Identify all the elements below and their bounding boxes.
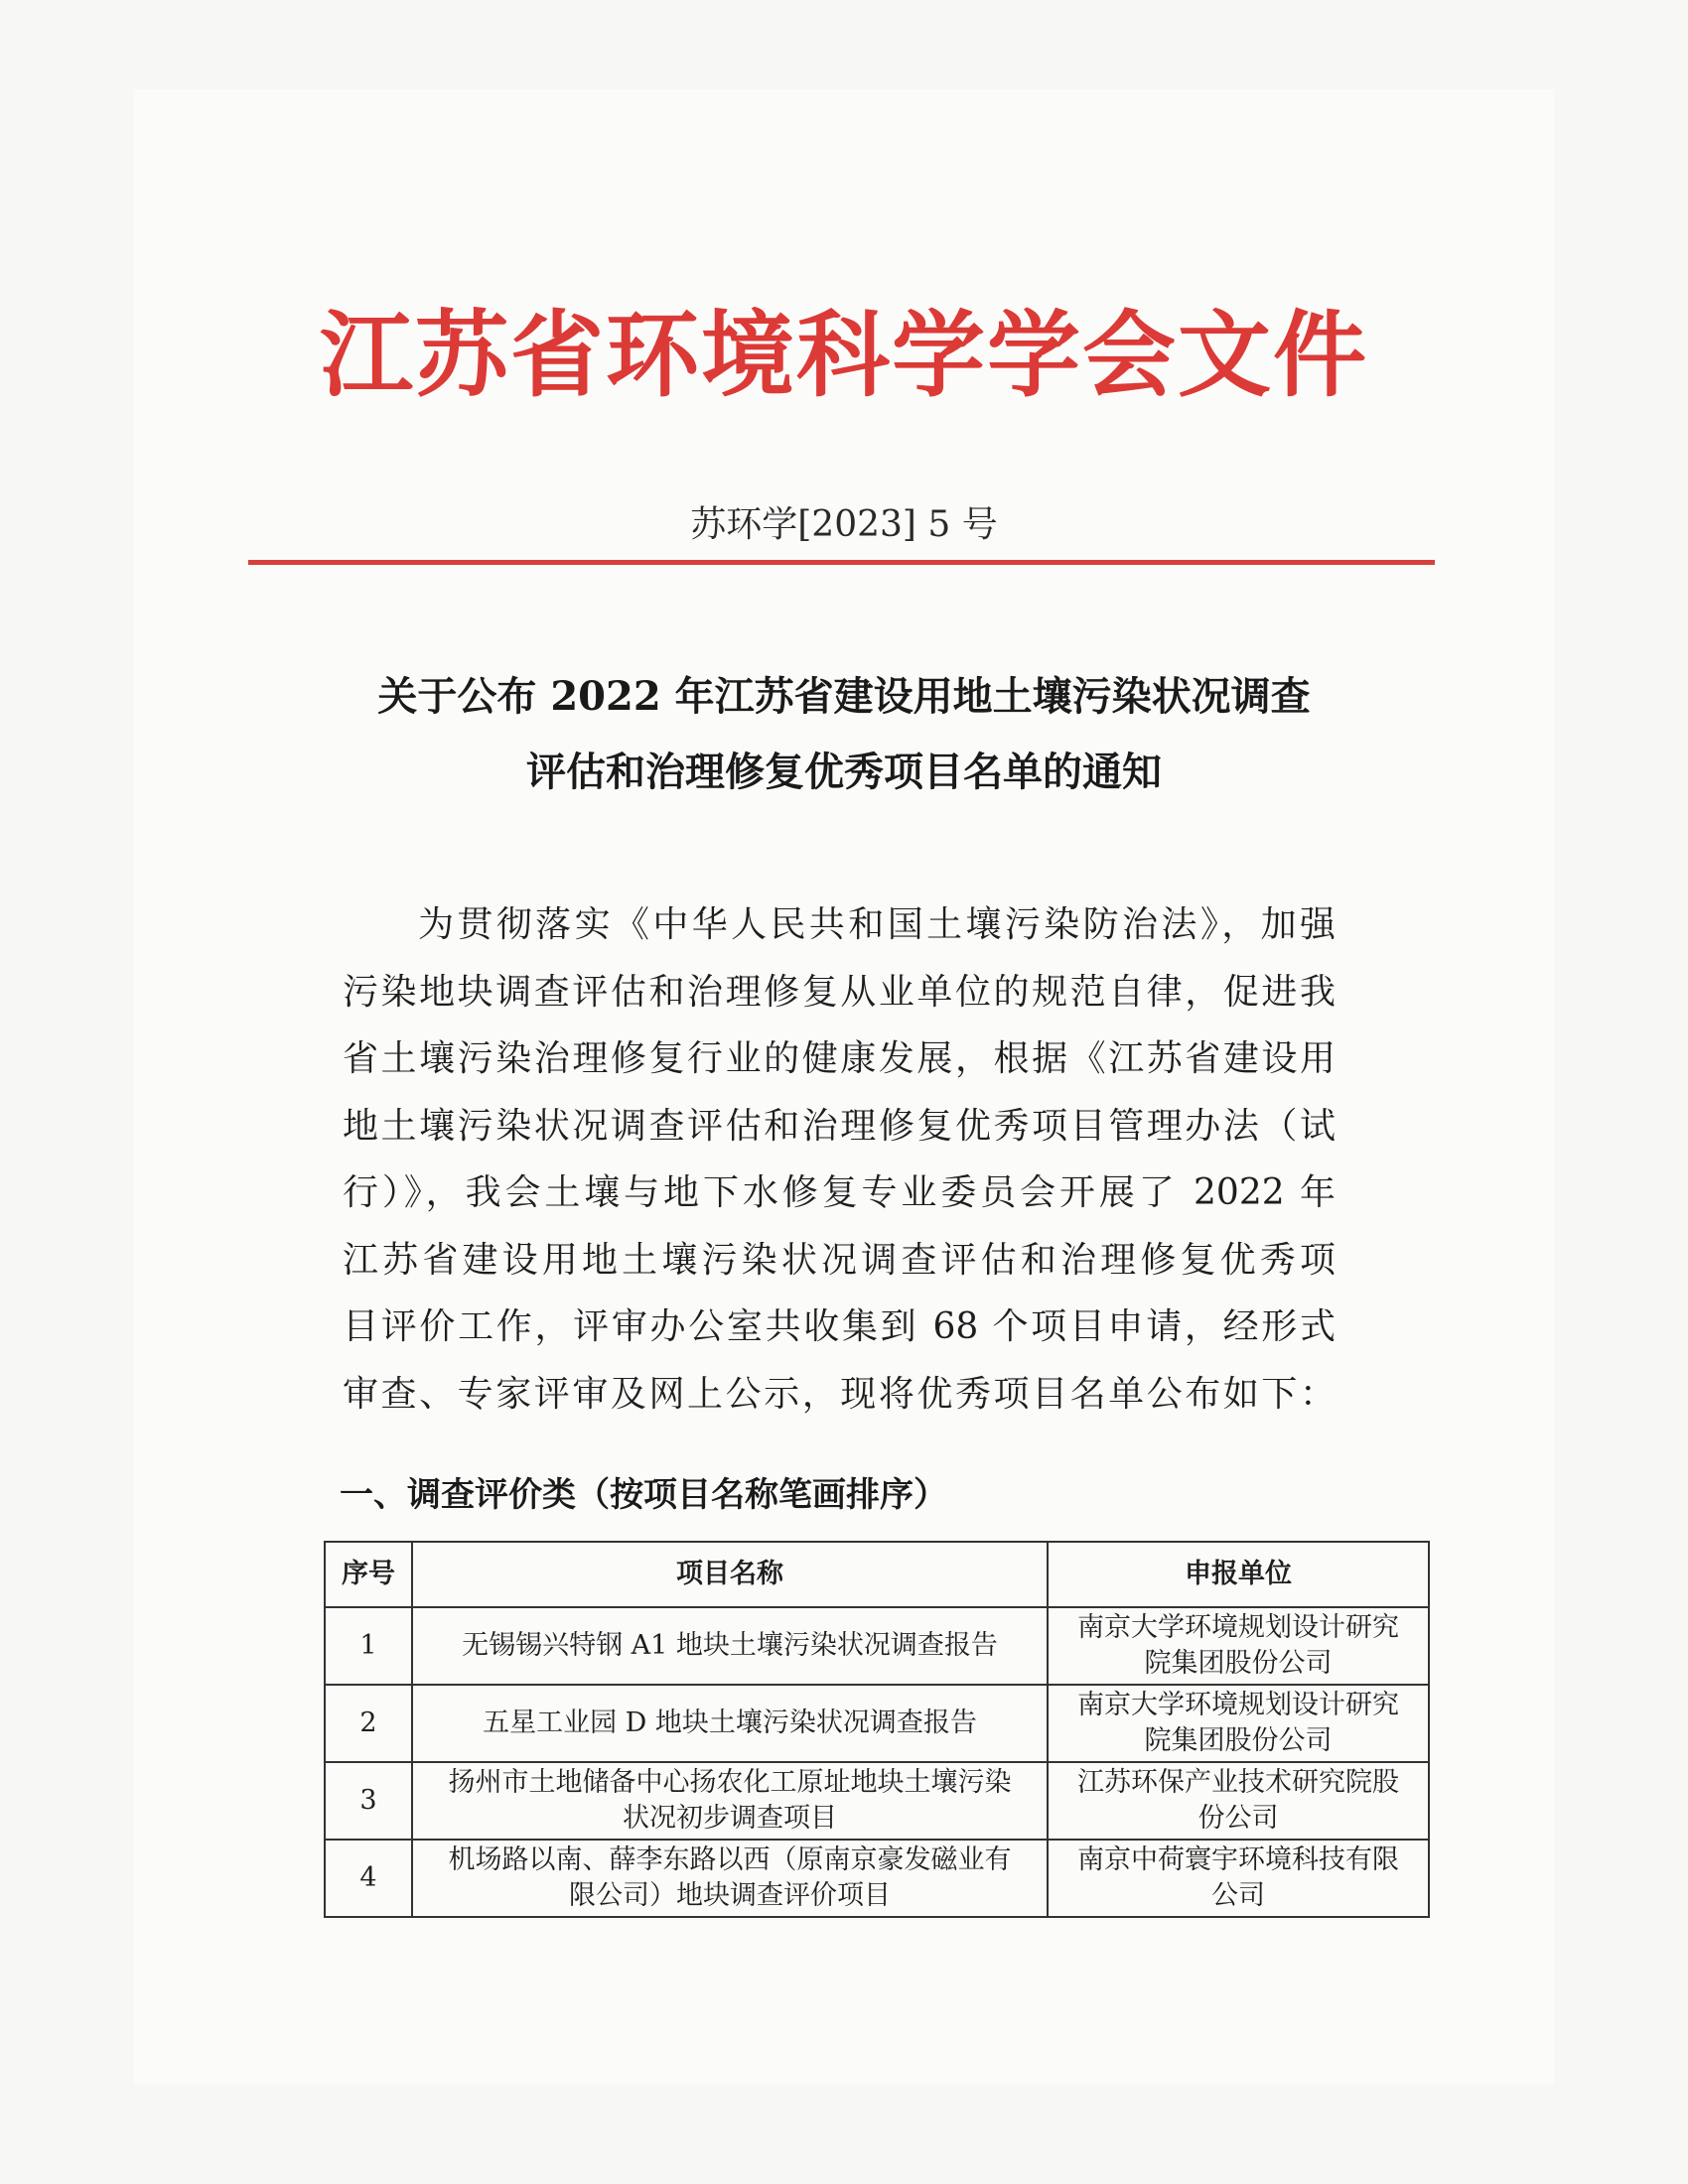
project-name: [412, 1762, 1048, 1840]
row-number: 1: [325, 1607, 412, 1685]
project-name-line: 五星工业园 D 地块土壤污染状况调查报告: [483, 1707, 977, 1738]
project-name: [412, 1685, 1048, 1762]
document-number: 苏环学[2023] 5 号: [690, 504, 998, 545]
project-name-line: 无锡锡兴特钢 A1 地块土壤污染状况调查报告: [462, 1630, 998, 1661]
column-header-number: 序号: [325, 1542, 412, 1607]
project-name: [412, 1840, 1048, 1917]
table-row: [325, 1762, 1429, 1840]
table-row: [325, 1840, 1429, 1917]
row-number: 2: [325, 1685, 412, 1762]
applicant-unit: [1048, 1762, 1429, 1840]
project-name: [412, 1607, 1048, 1685]
body-line: 地土壤污染状况调查评估和治理修复优秀项目管理办法（试: [343, 1105, 1336, 1147]
applicant-unit-line: 南京中荷寰宇环境科技有限: [1077, 1844, 1399, 1875]
body-line: 省土壤污染治理修复行业的健康发展，根据《江苏省建设用: [343, 1038, 1336, 1079]
applicant-unit: [1048, 1607, 1429, 1685]
project-name-line: 扬州市土地储备中心扬农化工原址地块土壤污染: [448, 1767, 1012, 1798]
notice-title-line: 关于公布 2022 年江苏省建设用地土壤污染状况调查: [377, 673, 1311, 720]
applicant-unit-line: 院集团股份公司: [1144, 1648, 1333, 1679]
body-line: 江苏省建设用地土壤污染状况调查评估和治理修复优秀项: [343, 1239, 1336, 1281]
project-name-line: 状况初步调查项目: [623, 1803, 837, 1834]
section-heading: 一、调查评价类（按项目名称笔画排序）: [340, 1475, 947, 1515]
notice-title-line: 评估和治理修复优秀项目名单的通知: [526, 749, 1162, 795]
body-line: 审查、专家评审及网上公示，现将优秀项目名单公布如下：: [343, 1373, 1336, 1415]
applicant-unit-line: 南京大学环境规划设计研究: [1077, 1690, 1399, 1720]
row-number: 3: [325, 1762, 412, 1840]
applicant-unit-line: 院集团股份公司: [1144, 1725, 1333, 1756]
row-number: 4: [325, 1840, 412, 1917]
applicant-unit-line: 江苏环保产业技术研究院股: [1077, 1767, 1399, 1798]
table-row: [325, 1607, 1429, 1685]
project-list-table: [324, 1541, 1430, 1918]
applicant-unit: [1048, 1840, 1429, 1917]
column-header-project-name: 项目名称: [412, 1542, 1048, 1607]
body-line: 污染地块调查评估和治理修复从业单位的规范自律，促进我: [343, 971, 1336, 1013]
table-row: [325, 1685, 1429, 1762]
body-line: 为贯彻落实《中华人民共和国土壤污染防治法》，加强: [418, 904, 1336, 945]
table-header-row: [325, 1542, 1429, 1607]
org-header-title: 江苏省环境科学学会文件: [319, 302, 1368, 410]
notice-title: [298, 659, 1390, 810]
applicant-unit-line: 份公司: [1197, 1803, 1279, 1834]
applicant-unit: [1048, 1685, 1429, 1762]
body-line: 行）》，我会土壤与地下水修复专业委员会开展了 2022 年: [343, 1172, 1336, 1213]
body-line: 目评价工作，评审办公室共收集到 68 个项目申请，经形式: [343, 1306, 1336, 1347]
red-divider-line: [248, 560, 1435, 565]
applicant-unit-line: 公司: [1211, 1880, 1265, 1911]
project-name-line: 机场路以南、薛李东路以西（原南京豪发磁业有: [448, 1844, 1012, 1875]
project-name-line: 限公司）地块调查评价项目: [569, 1880, 891, 1911]
column-header-applicant: 申报单位: [1048, 1542, 1429, 1607]
notice-body: [343, 891, 1336, 1428]
applicant-unit-line: 南京大学环境规划设计研究: [1077, 1612, 1399, 1643]
